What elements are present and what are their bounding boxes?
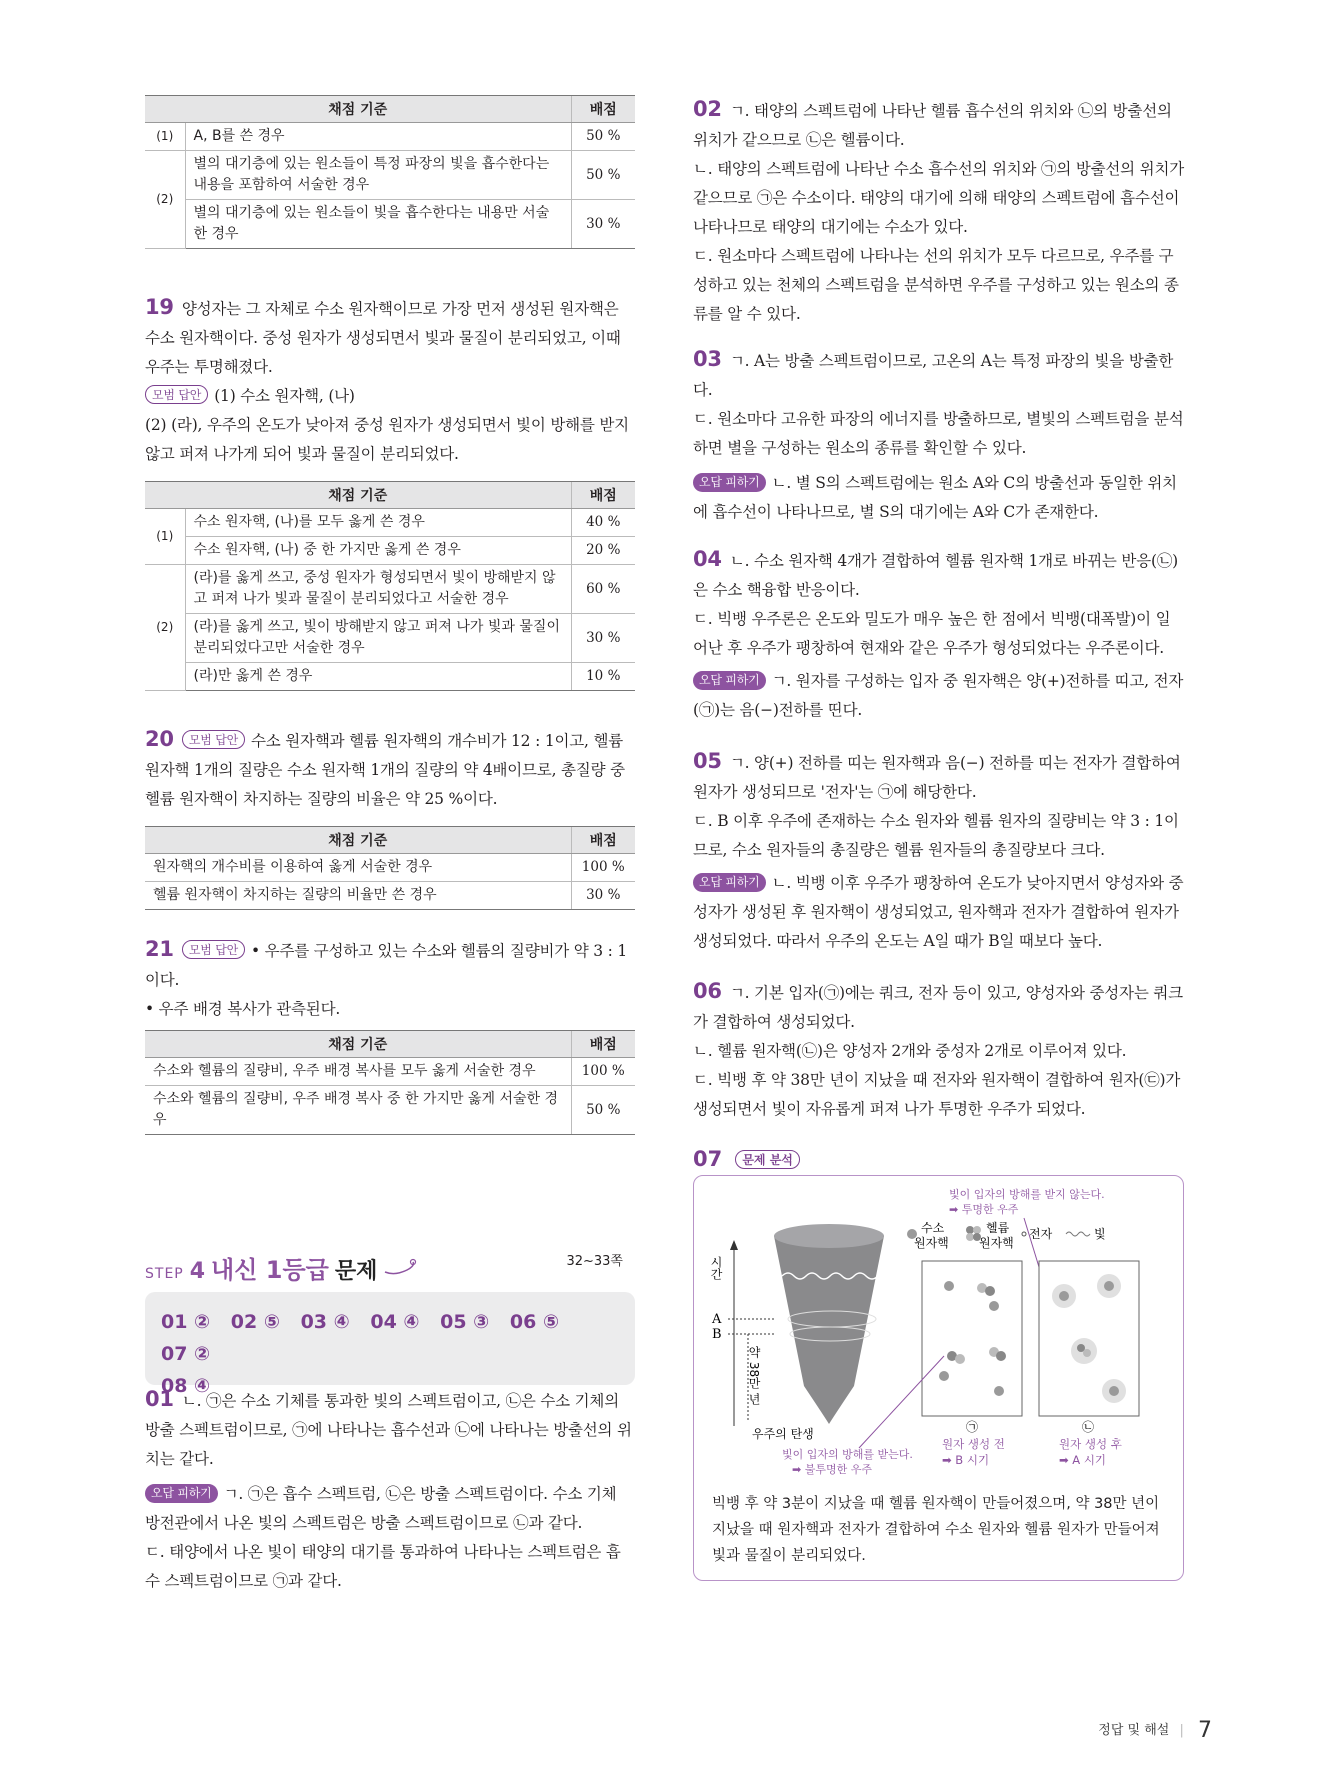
- question-number: 01: [145, 1387, 174, 1411]
- axis-arrow-icon: [730, 1240, 738, 1250]
- q01-block: [145, 1385, 635, 1596]
- points-header: 배점: [571, 1031, 635, 1058]
- cone-top: [774, 1224, 884, 1248]
- panel2-mark: ㉡: [1082, 1420, 1095, 1434]
- points-cell: 40 %: [571, 509, 635, 537]
- q03-avoid-text: ㄴ. 별 S의 스펙트럼에는 원소 A와 C의 방출선과 동일한 위치에 흡수선이 나타나므로, 별 S의 대기에는 A와 C가 존재한다.: [693, 474, 1177, 521]
- q19-answer1: [145, 382, 635, 411]
- legend-hydrogen1: 수소: [921, 1221, 945, 1235]
- question-number: 03: [693, 347, 722, 371]
- wrong-answer-tag: 오답 피하기: [693, 671, 766, 690]
- score-header: 채점 기준: [145, 482, 571, 509]
- q04-p1: [693, 545, 1184, 605]
- q18-score-table-block: [145, 95, 635, 249]
- sub-label: (1): [145, 123, 185, 151]
- q19-text: [145, 293, 635, 382]
- q21-score-table: [145, 1030, 635, 1135]
- points-cell: 100 %: [571, 1058, 635, 1086]
- q04-p2: ㄷ. 빅뱅 우주론은 온도와 밀도가 매우 높은 한 점에서 빅뱅(대폭발)이 일어난 후 우주가 팽창하여 현재와 같은 우주가 형성되었다는 우주론이다.: [693, 610, 1171, 657]
- q03-p2: ㄷ. 원소마다 고유한 파장의 에너지를 방출하므로, 별빛의 스펙트럼을 분석하면 별을 구성하는 원소의 종류를 확인할 수 있다.: [693, 410, 1184, 457]
- points-cell: 100 %: [571, 854, 635, 882]
- q19-block: [145, 293, 635, 691]
- score-header: 채점 기준: [145, 96, 571, 123]
- q01-body: ㄴ. ㉠은 수소 기체를 통과한 빛의 스펙트럼이고, ㉡은 수소 기체의 방출 스펙트럼이므로, ㉠에 나타나는 흡수선과 ㉡에 나타나는 방출선의 위치는 같다.: [145, 1392, 632, 1468]
- question-number: 04: [693, 547, 722, 571]
- q01-extra: ㄷ. 태양에서 나온 빛이 태양의 대기를 통과하여 나타나는 스펙트럼은 흡수 스펙트럼이므로 ㉠과 같다.: [145, 1543, 621, 1590]
- q05-avoid-text: ㄴ. 빅뱅 이후 우주가 팽창하여 온도가 낮아지면서 양성자와 중성자가 생성된 후 원자핵이 생성되었고, 원자핵과 전자가 결합하여 원자가 생성되었다. 따라서 우주의 온도는 A일 때가 B일 때보다 높다.: [693, 874, 1184, 950]
- q04-avoid: [693, 667, 1184, 725]
- legend-electron: 전자: [1029, 1227, 1053, 1241]
- panel1-label2: ➡ B 시기: [942, 1453, 990, 1467]
- q21-block: [145, 935, 635, 1135]
- answer-item: 02 ⑤: [230, 1311, 280, 1333]
- wrong-answer-tag: 오답 피하기: [693, 873, 766, 892]
- panel1-mark: ㉠: [966, 1420, 979, 1434]
- question-number: 05: [693, 749, 722, 773]
- criteria-cell: 수소와 헬륨의 질량비, 우주 배경 복사를 모두 옳게 서술한 경우: [145, 1058, 571, 1086]
- q04-block: [693, 545, 1184, 725]
- q06-p2: ㄴ. 헬륨 원자핵(㉡)은 양성자 2개와 중성자 2개로 이루어져 있다.: [693, 1042, 1127, 1060]
- criteria-cell: 원자핵의 개수비를 이용하여 옳게 서술한 경우: [145, 854, 571, 882]
- points-cell: 30 %: [571, 614, 635, 663]
- q18-score-table: [145, 95, 635, 249]
- answer-item: 03 ④: [300, 1311, 350, 1333]
- legend-helium2: 원자핵: [979, 1236, 1014, 1250]
- points-cell: 20 %: [571, 537, 635, 565]
- points-header: 배점: [571, 96, 635, 123]
- page-range: 32~33쪽: [566, 1254, 623, 1269]
- q19-answer2: (2) (라), 우주의 온도가 낮아져 중성 원자가 생성되면서 빛이 방해를 받지 않고 퍼져 나가게 되어 빛과 물질이 분리되었다.: [145, 416, 629, 463]
- panel2-label2: ➡ A 시기: [1059, 1453, 1107, 1467]
- criteria-cell: 수소와 헬륨의 질량비, 우주 배경 복사 중 한 가지만 옳게 서술한 경우: [145, 1086, 571, 1135]
- criteria-cell: 별의 대기층에 있는 원소들이 빛을 흡수한다는 내용만 서술한 경우: [185, 200, 571, 249]
- answer-item: 07 ②: [161, 1343, 211, 1365]
- footer-divider: |: [1179, 1723, 1184, 1738]
- sub-label: (1): [145, 509, 185, 565]
- q19-score-table: [145, 481, 635, 691]
- model-answer-tag: 모범 답안: [145, 385, 208, 404]
- curl-decoration-icon: [383, 1258, 423, 1278]
- answer-item: 01 ②: [161, 1311, 211, 1333]
- legend-hydrogen2: 원자핵: [914, 1236, 949, 1250]
- q21-body1: • 우주를 구성하고 있는 수소와 헬륨의 질량비가 약 3 : 1이다.: [145, 942, 628, 989]
- answer-item: 04 ④: [370, 1311, 420, 1333]
- q21-text2: • 우주 배경 복사가 관측된다.: [145, 1000, 341, 1018]
- page-number: 7: [1198, 1718, 1212, 1743]
- fig-top-note1: 빛이 입자의 방해를 받지 않는다.: [949, 1188, 1105, 1201]
- points-cell: 50 %: [571, 1086, 635, 1135]
- universe-birth-label: 우주의 탄생: [752, 1427, 814, 1441]
- q03-block: [693, 345, 1184, 527]
- universe-cone: [774, 1229, 884, 1425]
- big-bang-diagram: [694, 1176, 1185, 1486]
- panel-before-atoms: [922, 1261, 1022, 1416]
- label-b: B: [712, 1327, 722, 1342]
- fig-top-note2: ➡ 투명한 우주: [949, 1203, 1019, 1216]
- page-footer: [1098, 1718, 1212, 1743]
- q02-p2: ㄴ. 태양의 스펙트럼에 나타난 수소 흡수선의 위치와 ㉠의 방출선의 위치가 같으므로 ㉠은 수소이다. 태양의 대기에 의해 태양의 스펙트럼에 흡수선이 나타나므로 태양의 대기에는 수소가 있다.: [693, 160, 1184, 236]
- step4-heading: [145, 1250, 635, 1285]
- step-subtitle: 문제: [334, 1259, 378, 1284]
- criteria-cell: 수소 원자핵, (나) 중 한 가지만 옳게 쓴 경우: [185, 537, 571, 565]
- points-header: 배점: [571, 827, 635, 854]
- q03-p1-text: ㄱ. A는 방출 스펙트럼이므로, 고온의 A는 특정 파장의 빛을 방출한다.: [693, 352, 1174, 399]
- q20-block: [145, 725, 635, 910]
- legend-helium1: 헬륨: [986, 1221, 1010, 1235]
- q06-p3: ㄷ. 빅뱅 후 약 38만 년이 지났을 때 전자와 원자핵이 결합하여 원자(㉢)가 생성되면서 빛이 자유롭게 퍼져 나가 투명한 우주가 되었다.: [693, 1071, 1181, 1118]
- wrong-answer-tag: 오답 피하기: [693, 473, 766, 492]
- question-number: 20: [145, 727, 174, 751]
- points-header: 배점: [571, 482, 635, 509]
- q02-block: [693, 95, 1184, 329]
- q03-avoid: [693, 469, 1184, 527]
- label-a: A: [712, 1312, 722, 1327]
- q02-p1-text: ㄱ. 태양의 스펙트럼에 나타난 헬륨 흡수선의 위치와 ㉡의 방출선의 위치가 같으므로 ㉡은 헬륨이다.: [693, 102, 1172, 149]
- q19-body: 양성자는 그 자체로 수소 원자핵이므로 가장 먼저 생성된 원자핵은 수소 원자핵이다. 중성 원자가 생성되면서 빛과 물질이 분리되었고, 이때 우주는 투명해졌다.: [145, 300, 621, 376]
- q20-score-table: [145, 826, 635, 910]
- q01-text: [145, 1385, 635, 1474]
- q20-body: 수소 원자핵과 헬륨 원자핵의 개수비가 12 : 1이고, 헬륨 원자핵 1개의 질량은 수소 원자핵 1개의 질량의 약 4배이므로, 총질량 중 헬륨 원자핵이 차지하는 질량의 비율은 약 25 %이다.: [145, 732, 625, 808]
- criteria-cell: 별의 대기층에 있는 원소들이 특정 파장의 빛을 흡수한다는 내용을 포함하여 서술한 경우: [185, 151, 571, 200]
- q06-block: [693, 977, 1184, 1124]
- question-number: 21: [145, 937, 174, 961]
- model-answer-tag: 모범 답안: [182, 940, 245, 959]
- criteria-cell: (라)를 옳게 쓰고, 중성 원자가 형성되면서 빛이 방해받지 않고 퍼져 나가 빛과 물질이 분리되었다고 서술한 경우: [185, 565, 571, 614]
- years-label: 약 38만 년: [747, 1346, 761, 1405]
- q05-p1: [693, 747, 1184, 807]
- legend-light: 빛: [1094, 1227, 1106, 1241]
- q06-p1: [693, 977, 1184, 1037]
- q04-avoid-text: ㄱ. 원자를 구성하는 입자 중 원자핵은 양(+)전하를 띠고, 전자(㉠)는 음(−)전하를 띤다.: [693, 672, 1184, 719]
- q01-avoid-text: ㄱ. ㉠은 흡수 스펙트럼, ㉡은 방출 스펙트럼이다. 수소 기체 방전관에서 나온 빛의 스펙트럼은 방출 스펙트럼이므로 ㉡과 같다.: [145, 1485, 617, 1532]
- q02-p3: ㄷ. 원소마다 스펙트럼에 나타나는 선의 위치가 모두 다르므로, 우주를 구성하고 있는 천체의 스펙트럼을 분석하면 우주를 구성하고 있는 원소의 종류를 알 수 있다.: [693, 247, 1179, 323]
- points-cell: 30 %: [571, 882, 635, 910]
- step-number: 4: [189, 1259, 206, 1284]
- fig-bottom-note2: ➡ 불투명한 우주: [792, 1463, 872, 1476]
- q02-p1: [693, 95, 1184, 155]
- criteria-cell: (라)만 옳게 쓴 경우: [185, 663, 571, 691]
- score-header: 채점 기준: [145, 827, 571, 854]
- axis-label: 시간: [709, 1256, 723, 1280]
- question-number: 07: [693, 1147, 723, 1171]
- criteria-cell: 수소 원자핵, (나)를 모두 옳게 쓴 경우: [185, 509, 571, 537]
- footer-label: 정답 및 해설: [1098, 1723, 1170, 1738]
- sub-label: (2): [145, 565, 185, 691]
- answer-item: 08 ④: [161, 1375, 211, 1397]
- q07-caption: 빅뱅 후 약 3분이 지났을 때 헬륨 원자핵이 만들어졌으며, 약 38만 년이 지났을 때 원자핵과 전자가 결합하여 수소 원자와 헬륨 원자가 만들어져 빛과 물질이 분리되었다.: [712, 1496, 1160, 1564]
- q03-p1: [693, 345, 1184, 405]
- criteria-cell: 헬륨 원자핵이 차지하는 질량의 비율만 쓴 경우: [145, 882, 571, 910]
- score-header: 채점 기준: [145, 1031, 571, 1058]
- points-cell: 50 %: [571, 151, 635, 200]
- model-answer-tag: 모범 답안: [182, 730, 245, 749]
- step-word: STEP: [145, 1266, 184, 1282]
- q05-p1-text: ㄱ. 양(+) 전하를 띠는 원자핵과 음(−) 전하를 띠는 전자가 결합하여 원자가 생성되므로 '전자'는 ㉠에 해당한다.: [693, 754, 1181, 801]
- points-cell: 30 %: [571, 200, 635, 249]
- points-cell: 50 %: [571, 123, 635, 151]
- panel1-label1: 원자 생성 전: [942, 1437, 1005, 1451]
- q20-text: [145, 725, 635, 814]
- q19-ans1-text: (1) 수소 원자핵, (나): [214, 387, 355, 405]
- q07-figure-box: [693, 1175, 1184, 1581]
- q06-p1-text: ㄱ. 기본 입자(㉠)에는 쿼크, 전자 등이 있고, 양성자와 중성자는 쿼크가 결합하여 생성되었다.: [693, 984, 1183, 1031]
- fig-bottom-note1: 빛이 입자의 방해를 받는다.: [782, 1448, 913, 1461]
- q05-p2: ㄷ. B 이후 우주에 존재하는 수소 원자와 헬륨 원자의 질량비는 약 3 : 1이므로, 수소 원자들의 총질량은 헬륨 원자들의 총질량보다 크다.: [693, 812, 1179, 859]
- q05-avoid: [693, 869, 1184, 956]
- question-number: 06: [693, 979, 722, 1003]
- light-wave-icon: [1066, 1232, 1090, 1236]
- wrong-answer-tag: 오답 피하기: [145, 1484, 218, 1503]
- problem-analysis-tag: 문제 분석: [735, 1150, 800, 1169]
- criteria-cell: A, B를 쓴 경우: [185, 123, 571, 151]
- points-cell: 10 %: [571, 663, 635, 691]
- q01-avoid: [145, 1480, 635, 1538]
- points-cell: 60 %: [571, 565, 635, 614]
- electron-icon: [1022, 1232, 1026, 1236]
- panel2-label1: 원자 생성 후: [1059, 1437, 1122, 1451]
- question-number: 19: [145, 295, 174, 319]
- answer-item: 06 ⑤: [509, 1311, 560, 1333]
- question-number: 02: [693, 97, 722, 121]
- q04-p1-text: ㄴ. 수소 원자핵 4개가 결합하여 헬륨 원자핵 1개로 바뀌는 반응(㉡)은 수소 핵융합 반응이다.: [693, 552, 1178, 599]
- sub-label: (2): [145, 151, 185, 249]
- q21-text1: [145, 935, 635, 995]
- q05-block: [693, 747, 1184, 956]
- answer-item: 05 ③: [440, 1311, 490, 1333]
- criteria-cell: (라)를 옳게 쓰고, 빛이 방해받지 않고 퍼져 나가 빛과 물질이 분리되었다고만 서술한 경우: [185, 614, 571, 663]
- q07-heading: [693, 1147, 1184, 1171]
- answer-key-box: [145, 1292, 635, 1397]
- step-title: 내신 1등급: [211, 1256, 329, 1284]
